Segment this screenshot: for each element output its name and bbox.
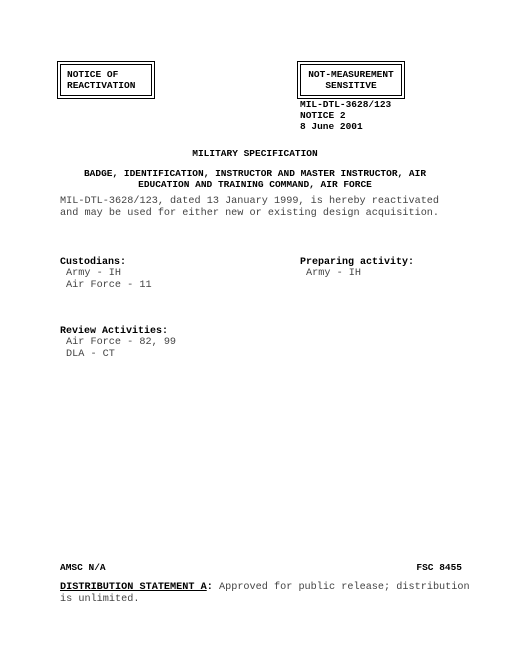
paragraph-line: and may be used for either new or existing design acquisition.	[60, 207, 440, 219]
document-identifier	[300, 99, 391, 132]
box-line: NOTICE OF	[67, 69, 119, 80]
box-line: REACTIVATION	[67, 80, 136, 91]
document-title	[0, 168, 510, 190]
notice-date: 8 June 2001	[300, 121, 363, 132]
distribution-label: DISTRIBUTION STATEMENT A	[60, 582, 207, 593]
preparing-activity-section	[300, 257, 414, 280]
document-kind: MILITARY SPECIFICATION	[192, 148, 318, 159]
box-line: SENSITIVE	[325, 80, 377, 91]
preparing-activity-label: Preparing activity:	[300, 257, 415, 268]
custodians-section	[60, 257, 152, 291]
reactivation-paragraph	[60, 196, 439, 219]
title-line: EDUCATION AND TRAINING COMMAND, AIR FORCE	[138, 179, 372, 190]
amsc-code: AMSC N/A	[60, 562, 106, 573]
title-line: BADGE, IDENTIFICATION, INSTRUCTOR AND MASTER INSTRUCTOR, AIR	[83, 168, 427, 179]
custodian-item: Air Force - 11	[66, 279, 152, 291]
custodian-item: Army - IH	[66, 268, 122, 279]
distribution-text: Approved for public release; distribution	[212, 582, 470, 593]
box-line: NOT-MEASUREMENT	[308, 69, 394, 80]
paragraph-line: MIL-DTL-3628/123, dated 13 January 1999, is hereby reactivated	[60, 196, 440, 207]
distribution-text-line: is unlimited.	[60, 593, 140, 605]
fsc-code: FSC 8455	[416, 562, 462, 573]
notice-of-reactivation-box	[60, 64, 152, 96]
notice-number: NOTICE 2	[300, 110, 346, 121]
preparing-activity-item: Army - IH	[306, 268, 362, 279]
distribution-statement	[60, 582, 470, 605]
custodians-label: Custodians:	[60, 257, 127, 268]
doc-number: MIL-DTL-3628/123	[300, 99, 392, 110]
review-activities-section	[60, 326, 176, 360]
review-activities-label: Review Activities:	[60, 326, 169, 337]
distribution-colon: :	[206, 582, 213, 593]
not-measurement-sensitive-box	[300, 64, 402, 96]
review-activity-item: Air Force - 82, 99	[66, 337, 177, 348]
review-activity-item: DLA - CT	[66, 348, 115, 360]
